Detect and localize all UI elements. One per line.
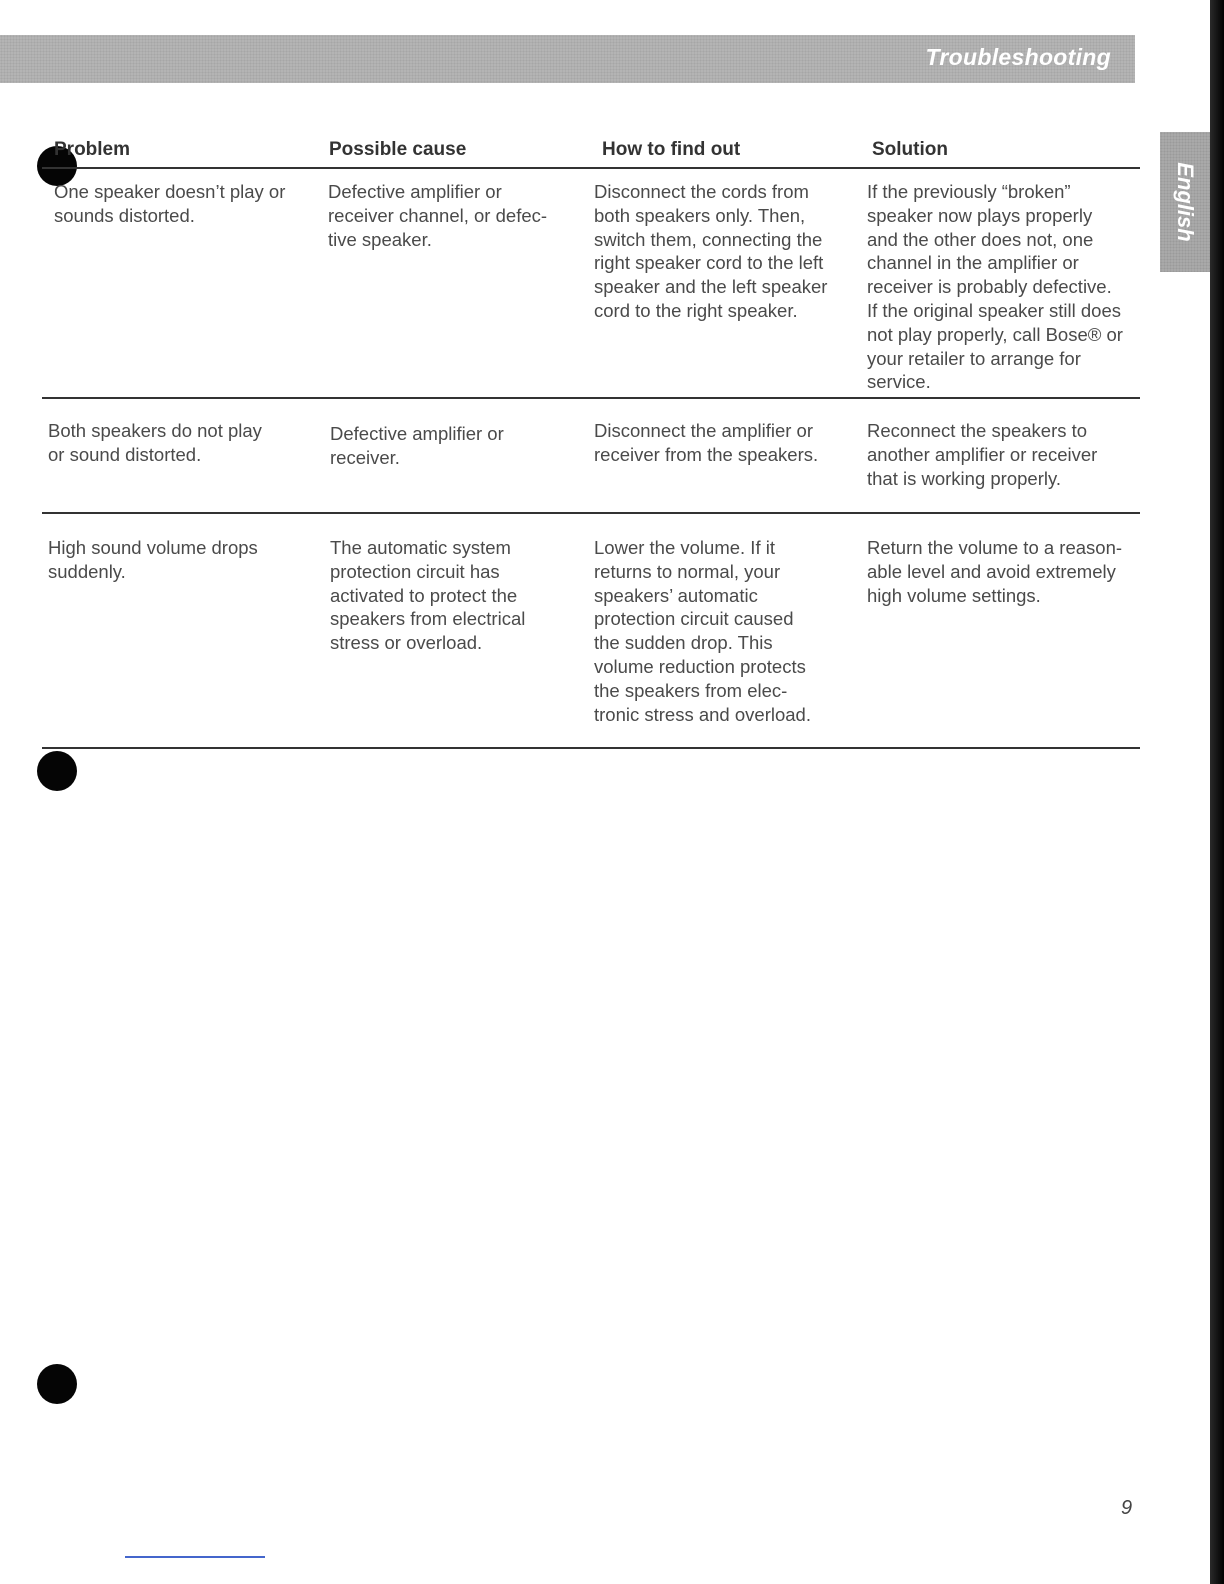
solution-cell: Reconnect the speakers to another amplifier or receiver that is working properly. — [867, 420, 1098, 489]
cause-cell: The automatic system protection circuit has activated to protect the speakers from electrical stress or overload. — [330, 537, 526, 654]
section-header-band — [0, 35, 1135, 83]
cause-cell: Defective amplifier or receiver. — [330, 423, 504, 468]
punch-hole-icon — [37, 751, 77, 791]
troubleshooting-table — [42, 136, 1140, 749]
problem-cell: Both speakers do not play or sound distorted. — [48, 420, 262, 465]
find-out-cell: Disconnect the cords from both speakers only. Then, switch them, connecting the right speaker cord to the left speaker and the left speaker cord to the right speaker. — [594, 181, 828, 321]
table-row — [42, 399, 1140, 514]
language-tab-label: English — [1173, 162, 1198, 242]
language-tab — [1160, 132, 1210, 272]
column-header-solution: Solution — [872, 139, 948, 160]
page-number: 9 — [1121, 1497, 1133, 1519]
cause-cell: Defective amplifier or receiver channel, or defec- tive speaker. — [328, 181, 548, 250]
table-header — [42, 136, 1140, 169]
table-row — [42, 514, 1140, 749]
solution-cell: Return the volume to a reason- able level and avoid extremely high volume settings. — [867, 537, 1123, 606]
table-row — [42, 169, 1140, 399]
punch-hole-icon — [37, 1364, 77, 1404]
problem-cell: One speaker doesn’t play or sounds distorted. — [54, 181, 286, 226]
solution-cell: If the previously “broken” speaker now plays properly and the other does not, one channel in the amplifier or receiver is probably defective. If the original speaker still does not play properly, call Bose® or your retailer to arrange for service. — [867, 181, 1123, 393]
column-header-problem: Problem — [54, 139, 131, 160]
column-header-find-out: How to find out — [602, 139, 741, 160]
problem-cell: High sound volume drops suddenly. — [48, 537, 258, 582]
page-edge — [1210, 0, 1224, 1584]
find-out-cell: Lower the volume. If it returns to normal, your speakers’ automatic protection circuit caused the sudden drop. This volume reduction protects the speakers from elec- tronic stress and overload. — [594, 537, 811, 725]
scan-edge-line — [125, 1556, 265, 1558]
section-title: Troubleshooting — [925, 44, 1111, 70]
find-out-cell: Disconnect the amplifier or receiver from the speakers. — [594, 420, 819, 465]
column-header-cause: Possible cause — [329, 139, 467, 160]
